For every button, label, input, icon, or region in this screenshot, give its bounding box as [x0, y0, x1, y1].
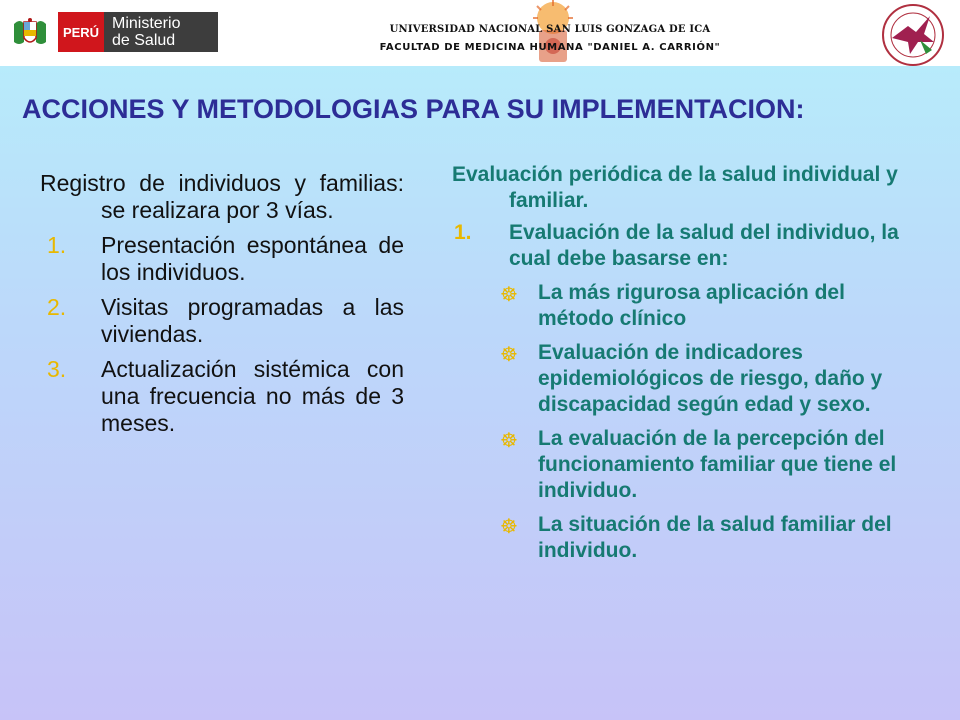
bullet-item — [452, 340, 922, 418]
evaluation-intro: Evaluación periódica de la salud individual y familiar. — [452, 163, 898, 212]
bullet-text: La más rigurosa aplicación del método clínico — [538, 281, 845, 330]
header-band — [0, 0, 960, 66]
item-text: Visitas programadas a las viviendas. — [101, 294, 404, 347]
registry-intro: Registro de individuos y familias: se realizara por 3 vías. — [40, 170, 404, 223]
bullet-item — [452, 426, 922, 504]
bullet-item — [452, 280, 922, 332]
faculty-seal-icon — [880, 2, 946, 68]
item-number: 1. — [47, 232, 67, 258]
dharma-wheel-icon: ☸ — [500, 342, 518, 366]
dharma-wheel-icon: ☸ — [500, 514, 518, 538]
right-column — [452, 162, 922, 572]
ministry-name — [104, 12, 218, 52]
item-text: Presentación espontánea de los individuos. — [101, 232, 404, 285]
item-number: 2. — [47, 294, 67, 320]
bullet-item — [452, 512, 922, 564]
list-item — [40, 294, 404, 348]
dharma-wheel-icon: ☸ — [500, 428, 518, 452]
list-item — [40, 232, 404, 286]
bullet-text: Evaluación de indicadores epidemiológicos de riesgo, daño y discapacidad según edad y sexo. — [538, 341, 883, 416]
list-item — [40, 356, 404, 437]
ministry-name-line1: Ministerio — [112, 15, 181, 32]
page-title: ACCIONES Y METODOLOGIAS PARA SU IMPLEMENTACION: — [22, 94, 805, 124]
dharma-wheel-icon: ☸ — [500, 282, 518, 306]
faculty-name: FACULTAD DE MEDICINA HUMANA "DANIEL A. CARRIÓN" — [379, 42, 721, 53]
ministry-name-line2: de Salud — [112, 32, 176, 49]
ministry-logo — [10, 12, 210, 52]
item-number: 3. — [47, 356, 67, 382]
item-number: 1. — [454, 221, 472, 244]
university-name: UNIVERSIDAD NACIONAL SAN LUIS GONZAGA DE ICA — [389, 24, 711, 35]
item-text: Actualización sistémica con una frecuencia no más de 3 meses. — [101, 356, 404, 436]
bullet-text: La situación de la salud familiar del individuo. — [538, 513, 892, 562]
bullet-text: La evaluación de la percepción del funcionamiento familiar que tiene el individuo. — [538, 427, 897, 502]
list-item — [452, 220, 922, 272]
peru-badge: PERÚ — [58, 12, 104, 52]
left-column — [40, 170, 404, 445]
coat-of-arms-icon — [10, 16, 50, 50]
item-text: Evaluación de la salud del individuo, la cual debe basarse en: — [509, 221, 899, 270]
